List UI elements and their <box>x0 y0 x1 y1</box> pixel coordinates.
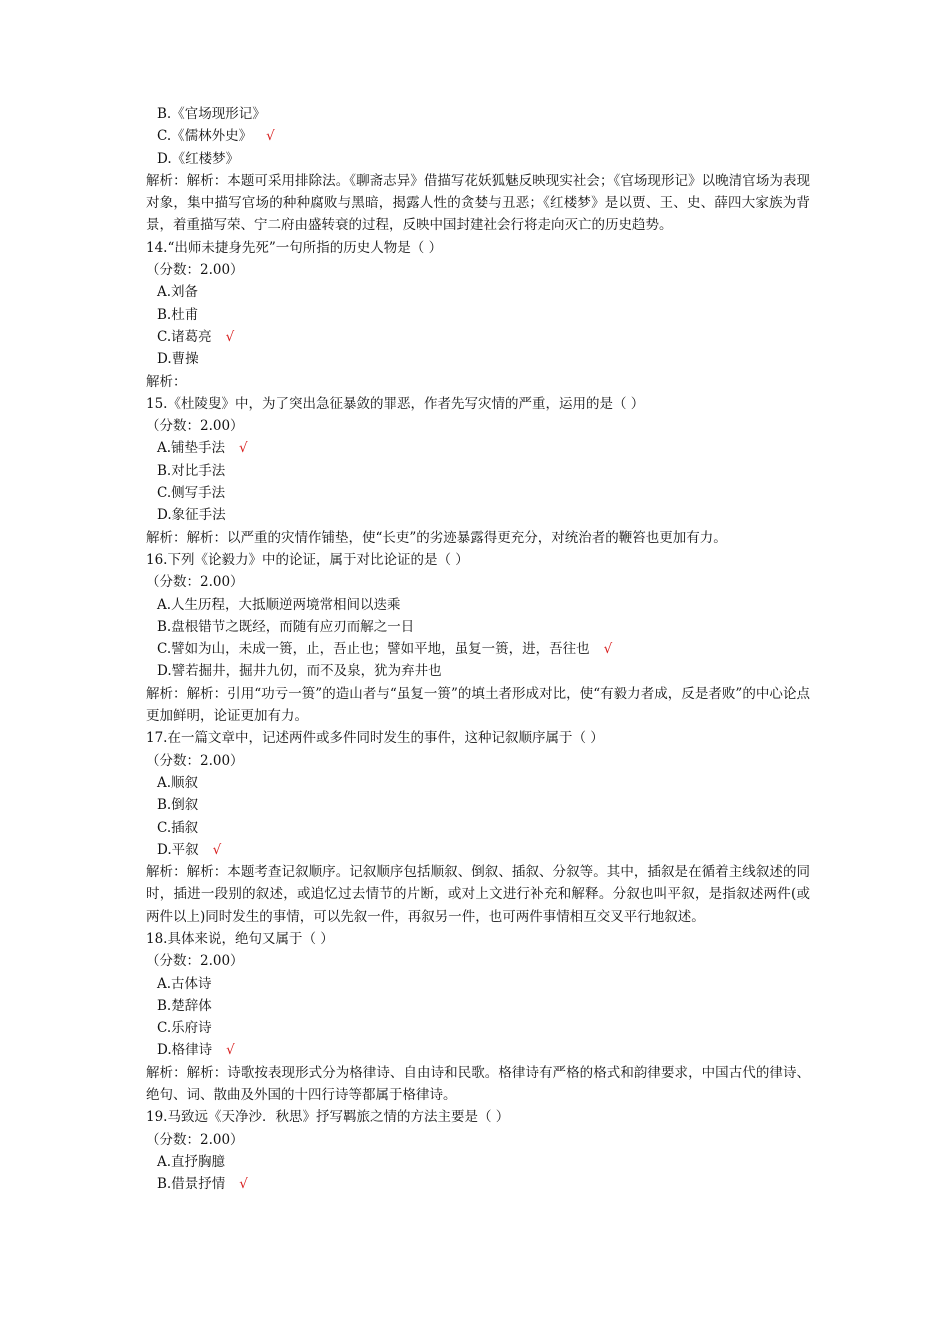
answer-option <box>146 594 810 616</box>
option-text: C.诸葛亮 <box>157 328 212 345</box>
answer-option <box>146 660 810 682</box>
document-body <box>146 103 810 1196</box>
correct-check-mark: √ <box>239 440 248 457</box>
correct-check-mark: √ <box>212 841 222 858</box>
option-text: B.盘根错节之既经，而随有应刃而解之一日 <box>157 618 415 635</box>
answer-analysis: 解析：解析：诗歌按表现形式分为格律诗、自由诗和民歌。格律诗有严格的格式和韵律要求，中国古代的律诗、绝句、词、散曲及外国的十四行诗等都属于格律诗。 <box>146 1064 810 1104</box>
option-text: C.《儒林外史》 <box>157 128 253 145</box>
answer-option <box>146 1151 810 1173</box>
question-stem: 17.在一篇文章中，记述两件或多件同时发生的事件，这种记叙顺序属于（ ） <box>146 730 604 747</box>
question-stem: 16.下列《论毅力》中的论证，属于对比论证的是（ ） <box>146 551 469 568</box>
option-text: B.《官场现形记》 <box>157 106 266 122</box>
question-score: （分数：2.00） <box>146 418 244 435</box>
answer-option <box>146 281 810 303</box>
option-text: C.插叙 <box>157 819 199 836</box>
question-stem: 18.具体来说，绝句又属于（ ） <box>146 930 334 947</box>
correct-check-mark: √ <box>226 1042 235 1059</box>
answer-option <box>146 794 810 816</box>
answer-analysis: 解析：解析：引用“功亏一篑”的造山者与“虽复一篑”的填土者形成对比，使“有毅力者成，反是者败”的中心论点更加鲜明，论证更加有力。 <box>146 685 810 725</box>
option-text: C.乐府诗 <box>157 1020 212 1037</box>
correct-check-mark: √ <box>239 1176 248 1193</box>
option-text: B.倒叙 <box>157 797 199 814</box>
question-score: （分数：2.00） <box>146 1131 244 1148</box>
answer-analysis: 解析：解析：本题可采用排除法。《聊斋志异》借描写花妖狐魅反映现实社会；《官场现形记》以晚清官场为表现对象，集中描写官场的种种腐败与黑暗，揭露人性的贪婪与丑恶；《红楼梦》是以贾、王、史、薛四大家族为背景，着重描写荣、宁二府由盛转衰的过程，反映中国封建社会行将走向灭亡的历史趋势。 <box>146 172 810 234</box>
answer-option <box>146 638 810 660</box>
answer-option <box>146 995 810 1017</box>
correct-check-mark: √ <box>266 128 275 145</box>
answer-option <box>146 304 810 326</box>
answer-option <box>146 103 810 125</box>
question-stem: 19.马致远《天净沙．秋思》抒写羁旅之情的方法主要是（ ） <box>146 1109 510 1126</box>
question-score: （分数：2.00） <box>146 953 244 970</box>
answer-option <box>146 460 810 482</box>
answer-analysis: 解析：解析：以严重的灾情作铺垫，使“长吏”的劣迹暴露得更充分，对统治者的鞭笞也更加有力。 <box>146 529 727 546</box>
answer-option <box>146 839 810 861</box>
answer-option <box>146 616 810 638</box>
option-text: C.侧写手法 <box>157 485 226 502</box>
option-text: D.曹操 <box>157 351 199 368</box>
correct-check-mark: √ <box>225 328 235 345</box>
option-text: D.格律诗 <box>157 1042 213 1059</box>
answer-option <box>146 125 810 147</box>
answer-option <box>146 482 810 504</box>
answer-option <box>146 148 810 170</box>
question-score: （分数：2.00） <box>146 574 244 591</box>
question-stem: 14.“出师未捷身先死”一句所指的历史人物是（ ） <box>146 239 443 256</box>
answer-option <box>146 1039 810 1061</box>
answer-analysis: 解析： <box>146 373 187 390</box>
answer-option <box>146 326 810 348</box>
option-text: D.象征手法 <box>157 507 226 524</box>
answer-option <box>146 973 810 995</box>
option-text: B.杜甫 <box>157 306 199 323</box>
answer-option <box>146 504 810 526</box>
option-text: B.楚辞体 <box>157 997 212 1014</box>
option-text: D.平叙 <box>157 841 199 858</box>
answer-option <box>146 437 810 459</box>
question-stem: 15.《杜陵叟》中，为了突出急征暴敛的罪恶，作者先写灾情的严重，运用的是（ ） <box>146 395 645 412</box>
option-text: C.譬如为山，未成一篑，止，吾止也；譬如平地，虽复一篑，进，吾往也 <box>157 641 590 658</box>
option-text: A.直抒胸臆 <box>157 1153 226 1170</box>
correct-check-mark: √ <box>603 641 613 658</box>
question-score: （分数：2.00） <box>146 752 244 769</box>
option-text: D.譬若掘井，掘井九仞，而不及泉，犹为弃井也 <box>157 663 442 680</box>
answer-option <box>146 772 810 794</box>
option-text: D.《红楼梦》 <box>157 150 240 167</box>
question-score: （分数：2.00） <box>146 262 244 279</box>
option-text: A.刘备 <box>157 284 199 301</box>
option-text: A.铺垫手法 <box>157 440 226 457</box>
option-text: B.借景抒情 <box>157 1176 226 1193</box>
option-text: B.对比手法 <box>157 462 226 479</box>
answer-analysis: 解析：解析：本题考查记叙顺序。记叙顺序包括顺叙、倒叙、插叙、分叙等。其中，插叙是在循着主线叙述的同时，插进一段别的叙述，或追忆过去情节的片断，或对上文进行补充和解释。分叙也叫平叙，是指叙述两件(或两件以上)同时发生的事情，可以先叙一件，再叙另一件，也可两件事情相互交叉平行地叙述。 <box>146 864 810 925</box>
answer-option <box>146 817 810 839</box>
answer-option <box>146 1017 810 1039</box>
answer-option <box>146 1173 810 1195</box>
option-text: A.人生历程，大抵顺逆两境常相间以迭乘 <box>157 596 401 613</box>
option-text: A.顺叙 <box>157 774 199 791</box>
option-text: A.古体诗 <box>157 975 212 992</box>
answer-option <box>146 348 810 370</box>
